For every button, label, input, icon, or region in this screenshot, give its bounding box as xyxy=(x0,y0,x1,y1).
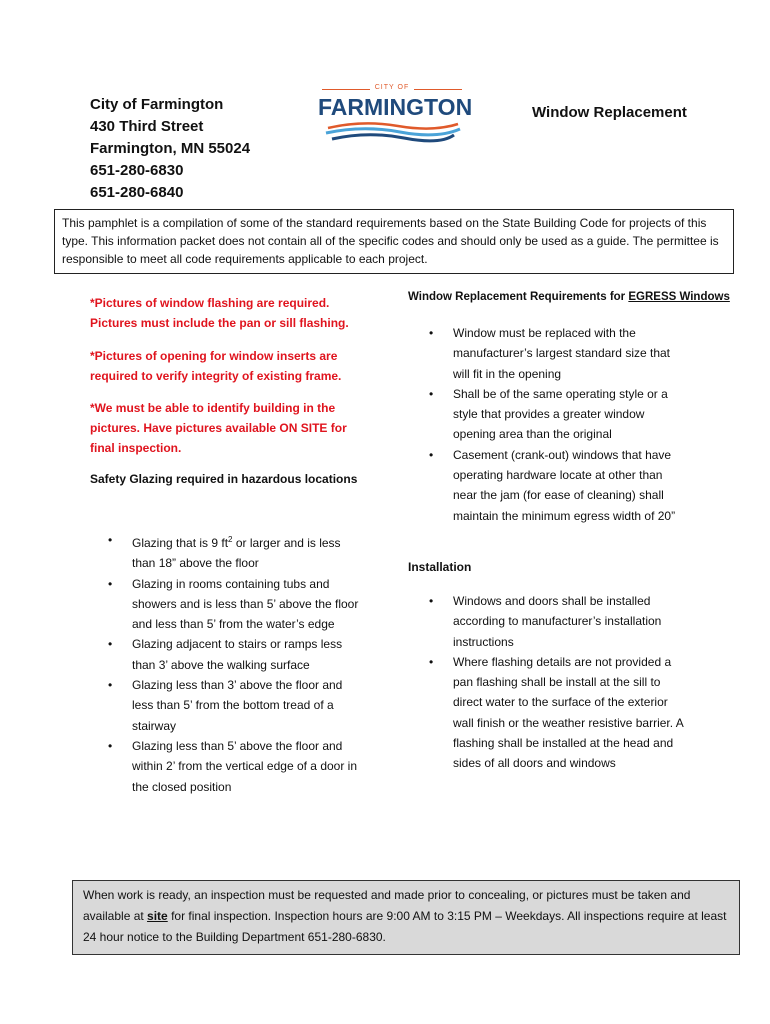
footer-site-word: site xyxy=(147,909,168,923)
bullet-icon: • xyxy=(429,386,434,401)
list-item xyxy=(108,736,360,797)
address-block xyxy=(90,94,250,204)
item-text: Casement (crank-out) windows that have operating hardware locate at other than near the jam (for ease of cleaning) shall maintain the minimum egress width of 20” xyxy=(453,447,676,523)
notice-identify-building: *We must be able to identify building in the pictures. Have pictures available ON SITE for final inspection. xyxy=(90,401,347,455)
bullet-icon: • xyxy=(108,678,113,693)
address-citystate: Farmington, MN 55024 xyxy=(90,140,251,157)
address-street: 430 Third Street xyxy=(90,118,204,135)
item-text: or larger and is less than 18” above the floor xyxy=(132,536,341,571)
bullet-icon: • xyxy=(108,637,113,652)
phone-2: 651-280-6840 xyxy=(90,184,184,201)
list-item xyxy=(108,530,360,574)
egress-heading-prefix: Window Replacement Requirements for xyxy=(408,291,629,303)
notice-flashing-pictures: *Pictures of window flashing are required. Pictures must include the pan or sill flashing. xyxy=(90,296,349,330)
item-text: Shall be of the same operating style or a style that provides a greater window opening area than the original xyxy=(453,386,668,442)
egress-heading-underlined: EGRESS Windows xyxy=(628,291,730,303)
bullet-icon: • xyxy=(429,594,434,608)
list-item xyxy=(108,675,360,736)
logo-rule-right xyxy=(414,89,462,90)
address-city: City of Farmington xyxy=(90,96,224,113)
item-text: Glazing that is 9 ft xyxy=(132,536,229,550)
item-text: Glazing adjacent to stairs or ramps less than 3’ above the walking surface xyxy=(132,637,343,672)
bullet-icon: • xyxy=(108,738,113,753)
safety-glazing-heading: Safety Glazing required in hazardous locations xyxy=(90,472,358,486)
bullet-icon: • xyxy=(108,576,113,591)
list-item xyxy=(429,591,689,652)
item-text: Window must be replaced with the manufacturer’s largest standard size that will fit in the opening xyxy=(453,326,671,381)
document-title: Window Replacement xyxy=(532,104,687,121)
phone-1: 651-280-6830 xyxy=(90,162,184,179)
list-item xyxy=(429,384,689,445)
logo-name: FARMINGTON xyxy=(318,94,473,120)
farmington-logo xyxy=(318,84,473,146)
logo-waves-icon xyxy=(318,120,466,146)
bullet-icon: • xyxy=(429,654,434,669)
installation-list xyxy=(429,591,689,774)
list-item xyxy=(429,652,689,774)
bullet-icon: • xyxy=(429,326,434,340)
item-text: Glazing less than 3’ above the floor and less than 5’ from the bottom tread of a stairway xyxy=(132,678,343,733)
inspection-notice-box xyxy=(72,880,740,955)
footer-text-1: When work is ready, an inspection must be requested and made prior to concealing, or pictures must be taken and available at xyxy=(83,888,691,923)
superscript: 2 xyxy=(228,535,233,544)
list-item xyxy=(429,445,689,526)
safety-glazing-list xyxy=(108,530,360,797)
item-text: Where flashing details are not provided a pan flashing shall be install at the sill to direct water to the surface of the exterior wall finish or the weather resistive barrier. A flashing shall be installed at the head and sides of all doors and windows xyxy=(453,654,684,771)
list-item xyxy=(108,574,360,635)
egress-heading xyxy=(408,291,730,303)
bullet-icon: • xyxy=(429,447,434,462)
footer-text-2: for final inspection. Inspection hours are 9:00 AM to 3:15 PM – Weekdays. All inspections require at least 24 hour notice to the Building Department 651-280-6830. xyxy=(83,909,727,944)
list-item xyxy=(108,634,360,675)
item-text: Glazing in rooms containing tubs and showers and is less than 5’ above the floor and less than 5’ from the water’s edge xyxy=(132,576,359,632)
logo-city-of: CITY OF xyxy=(374,84,410,91)
intro-box: This pamphlet is a compilation of some of the standard requirements based on the State Building Code for projects of this type. This information packet does not contain all of the specific codes and should only be used as a guide. The permittee is responsible to meet all code requirements applicable to each project. xyxy=(54,209,734,274)
notice-opening-pictures: *Pictures of opening for window inserts are required to verify integrity of existing frame. xyxy=(90,349,342,383)
list-item xyxy=(429,323,689,384)
item-text: Windows and doors shall be installed according to manufacturer’s installation instructions xyxy=(453,594,662,649)
bullet-icon: • xyxy=(108,533,113,547)
egress-list xyxy=(429,323,689,526)
item-text: Glazing less than 5’ above the floor and within 2’ from the vertical edge of a door in the closed position xyxy=(132,738,358,794)
installation-heading: Installation xyxy=(408,560,472,574)
